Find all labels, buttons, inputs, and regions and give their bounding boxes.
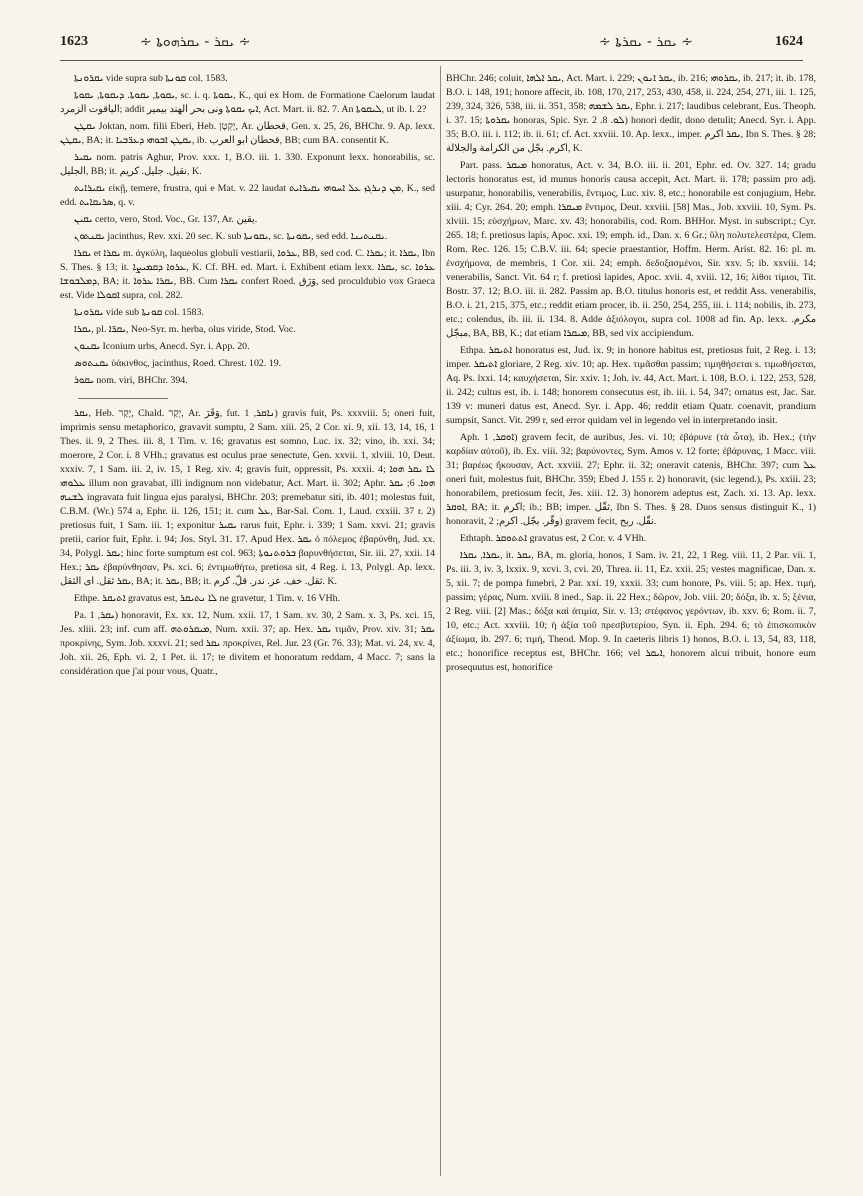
running-head-left: ∻ ܝܩܪ - ܝܩܪܗܘܬܐ ∻: [140, 34, 251, 50]
entry: Ethpe. ܐܬܝܩܪ gravatus est, ܠܐ ܢܬܝܩܪ ne gravetur, 1 Tim. v. 16 VHh.: [74, 593, 341, 604]
entry: ܝܩܝܪܐܝܬ εἰκῇ, temere, frustra, qui e Mat. v. 22 laudat ܡܢ ܕܢܪܓܙ ܥܠ ܐܚܘܗܝ ܝܩܝܪܐܝܬ, K., sed edd. ܣܪܝܩܐܝܬ, q. v.: [60, 183, 435, 208]
entry: ܝܩܝܢ certo, vero, Stod. Voc., Gr. 137, Ar. يقين.: [74, 214, 258, 225]
page-number-right: 1624: [775, 34, 803, 49]
entry: ܝܩܪܐ, pl. ܝܩܪ̈ܐ, Neo-Syr. m. herba, olus viride, Stod. Voc.: [74, 324, 296, 335]
right-column: [446, 72, 816, 1172]
entry: ܝܩܛܢ Joktan, nom. filii Eberi, Heb. יָקְטָן, Ar. قحطان, Gen. x. 25, 26, BHChr. 9. Ap. lexx. ܝܩܛܢ, BA; it. ܝܩܛܢ ܐܒܘܗܝ ܕܥܪ̈ܒܝܐ, ib. قحطان ابو العرب, BB; cum BA. consentit K.: [60, 121, 435, 146]
column-divider: [440, 66, 441, 1176]
header-rule: [60, 60, 803, 61]
entry: ܝܩܪܘܢܬܐ vide supra sub ܩܘܢܬܐ col. 1583.: [74, 73, 228, 84]
entry: ܝܩܢܘܢ Iconium urbs, Anecd. Syr. i. App. 20.: [74, 341, 250, 352]
entry: ܝܩܪܐ, ܝܩܪܐ, it. ܝܩܪ, BA, m. gloria, honos, 1 Sam. iv. 21, 22, 1 Reg. viii. 11, 2 Par. vii. 1, Ps. iii. 3, iv. 3, lxxix. 9, xcvi. 3, cvi. 20, Threa. ii. 11, Ez. xxii. 25; vestes magnificae, Dan. x. 5, xii. 7; de pompa funebri, 2 Par. xxi. 19, xxxii. 33; cum honore, Ps. viii. 5; ap. Hex. τιμή, passim; γέρας, Num. xviii. 8 ined., Sap. ii. 22 Hex.; δῶρον, Job. viii. 20; δόξα, ib. x. 5; ξένια, 2 Reg. viii. [2] Mas.; δόξα καὶ ἀτιμία, Sir. v. 13; στέφανος γερόντων, ib. xxv. 6; Rom. ii. 7, 10, etc.; Act. xxviii. 10; ἡ ἀξία τοῦ πρεσβυτερίου, Syn. ii. Eph. 294. 6; τὸ ἐπισκοπικὸν ἀξίωμα, ib. 297. 6; τιμή, Theod. Mop. 9. In caeteris libris 1) honos, B.O. i. 13, 54, 83, 118, etc.; honorifice receptus est, BHChr. 166; vel ܐܝܩܪ, honorem alcui tribuit, honore eum prosequutus est, honorifice: [446, 550, 816, 673]
section-separator: [78, 398, 168, 399]
page-number-left: 1623: [60, 34, 88, 49]
left-column: [60, 72, 435, 1172]
entry: ܝܩܝܪ nom. patris Aghur, Prov. xxx. 1, B.O. iii. 1. 330. Exponunt lexx. honorabilis, sc. الجليل, BB; it. نقيل. جليل. كريم, K.: [60, 152, 435, 177]
entry: Pa. ܝܩܪ, 1) honoravit, Ex. xx. 12, Num. xxii. 17, 1 Sam. xv. 30, 2 Sam. x. 3, Ps. xci. 15, Jes. xliii. 23; inf. cum aff. ܡܝܩܪܘܬܗ, Num. xxii. 37; ap. Hex. ܝܩܪ τιμᾶν, Prov. xiv. 31; ܝܩܪ προκρίνης, Sym. Job. xxxvi. 21; sed ܝܩܪ προκρίνει, Rel. Jur. 23 (Gr. 76. 33); Mat. vi. 24, xv. 4, Joh. xii. 26, Eph. vi. 2, 1 Pet. ii. 17; te divitem et honoratum reddam, 4 Macc. 7; sans la considération que j'ai pour vous, Quatr.,: [60, 610, 435, 677]
entry: Part. pass. ܡܝܩܪ honoratus, Act. v. 34, B.O. iii. ii. 201, Ephr. ed. Ov. 327. 14; gradu lectoris honoratus est, id munus honoris causa accepit, Act. Mart. ii. 178; passim pro adj. usurpatur, honorabilis, venerabilis, ἔντιμος, Luc. xiv. 8, etc.; honorabile est conjugium, Hebr. xiii. 4; Cyr. 264. 20; emph. ܡܝܩܪܐ ἔντιμος, Deut. xxviii. [58] Mas., Job. xxviii. 10, Sym. Ps. xlviii. 15; εὐσχήμων, Marc. xv. 43; honorabilis, cod. Rom. BHHor. Myst. in subscript.; Cyr. 265. 18; f. pretiosus lapis, Apoc. xxi. 19; emph. id., Dan. x. 6 Gr.; ὕλη πολυτελεστέρα, Clem. Rom. Rec. 126. 15; C.B.V. iii. 64; specie praestantior, Hoffm. Herm. Arist. 82. 16: pl. m. ἐνσχήμονα, de membris, 1 Cor. xii. 24; emph. δεδοξασμένοι, Sir. xxv. 5; ib. xxviii. 14; venerabilis, Sanct. Vit. 64 r; f. pretiosi lapides, Apoc. xvii. 4, xviii. 12, 16; λίθοι τίμιοι, Tit. Bostr. 37. 12; B.O. iii. ii. 282. Passim ap. B.O. titulus honoris est, et reddit Ass. venerabilis, B.O. i. 21, 215, 375, etc.; reddit etiam procer, ib. ii. 250, 254, 255, iii. i. 114; nobilis, ib. 273, etc.; colendus, ib. iii. ii. 134. 8. Adde ἀξιόλογοι, supra col. 1008 ad fin. Ap. lexx. مكرم. مبجّل, BA, BB, K.; dat etiam ܡܝܩܪܐ, BB, sed vix accipiendum.: [446, 160, 816, 339]
entry: ܝܩܪܘܢܬܐ vide sub ܩܘܢܬܐ col. 1583.: [74, 307, 204, 318]
entry: Ethtaph. ܐܬܬܘܩܪ gravatus est, 2 Cor. v. 4 VHh.: [460, 533, 647, 544]
entry: ܝܩܘܬܐ, ܝܩܘܬܐ. ܕܝܩܘܬܐ, ܝܩܘܬܐ, sc. i. q. ܝܩܘܬܐ, K., qui ex Hom. de Formatione Caelorum laudat الياقوت الزمرد; addit ܐܝܟ ܝܩܘܬܐ ونى بحر الهند بيمير, Act. Mart. ii. 82. 7. An ܠܝܩܘܬܐ, ut ib. l. 2?: [60, 90, 435, 115]
entry: Ethpa. ܐܬܝܩܪ honoratus est, Jud. ix. 9; in honore habitus est, pretiosus fuit, 2 Reg. i. 13; imper. ܐܬܝܩܪ gloriare, 2 Reg. xiv. 10; ap. Hex. τιμᾶσθαι passim; τιμηθήσεται s. τιμωθήσεται, Aq. Ps. lxxi. 14; καυχήσεται, Sir. xxiv. 1; Joh. iv. 44, Act. Mart. i. 108, B.O. i. 122, 253, 528, ii. 242; cultus est, ib. i. 148; honorem consecutus est, ib. iii. i. 54, 347; ornatus est, Jac. Sar. 139 v: muneri datus est, Anecd. Syr. i. App. 46; reddit etiam Quatr. coenavit, prandium sumpsit, Sanct. Vit. 299 r, sed error quidam vel in legendo vel in interpretando insit.: [446, 345, 816, 426]
page-header: [60, 34, 803, 56]
entry: BHChr. 246; coluit, ܝܩܪ ܐܠܗܐ, Act. Mart. i. 229; ܝܩܪ ܐܢܘܢ, ib. 216; ܝܩܪܘܗܝ, ib. 217; it. ib. 178, B.O. i. 148, 191; honore affecit, ib. 108, 170, 217, 253, 430, 458, ii. 224, 254, 271, iii. 1. 125, 239, 324, 326, 538, iii. ii. 351, 358; ܝܩܪ ܠܫܡܗ, Ephr. i. 217; laudibus celebrant, Eus. Theoph. i. 37. 15; ܝܩܪܘܬܐ honoras, Spic. Syr. ܠܘ. 8. 2) honori dedit, dono detulit; Anecd. Syr. i. App. 35; B.O. iii. i. 112; ib. ii. 61; cf. Act. xxviii. 10. Ap. lexx., imper. ܝܩܪ اكرم, Ibn S. Thes. § 28; اكرم. بجّل من الكرامة والجلالة, K.: [446, 73, 816, 154]
entry: ܝܩܢܬܘܣ ὑάκινθος, jacinthus, Roed. Chrest. 102. 19.: [74, 358, 282, 369]
entry: ܝܩܢܬܘܢ jacinthus, Rev. xxi. 20 sec. K. sub ܝܩܘܢܬܐ, sc. ܝܩܘܢܬܐ, sed edd. ܝܩܢܬܝܢܐ.: [74, 231, 388, 242]
running-head-right: ∻ ܝܩܪ - ܝܩܪܬܐ ∻: [599, 34, 693, 50]
entry: ܝܩܘܪ nom. viri, BHChr. 394.: [74, 375, 188, 386]
entry: Aph. ܐܘܩܪ, 1) gravem fecit, de auribus, Jes. vi. 10; ἐβάρυνε (τὰ ὦτα), ib. Hex.; (τὴν καρδίαν αὐτοῦ), ib. Ex. viii. 32; βαρύνοντες, Sym. Amos v. 12 forte; ἐβάρυνας, 1 Macc. viii. 31; βαρέως ἤκουσαν, Act. xxviii. 27; Ephr. ii. 32; oneravit catenis, BHChr. 397; cum ܥܠ oneri fuit, molestus fuit, BHChr. 359; Ebed J. 155 r. 2) honoravit, (sic legend.), Ps. xxiii. 23; honorabilem, pretiosum fecit, Jes. xiii. 12. 3) honorem adeptus est, Zach. xi. 13. Ap. lexx. ܐܘܩܪ, BA; it. اكرم; ib.; BB; imper. ثقّل, Ibn S. Thes. § 28. Duos sensus distinguit K., 1) honoravit, وقّر. بجّل. اكرم; 2) gravem fecit, نقّل. ربح.: [446, 432, 816, 527]
entry: ܝܩܪܐ et ܝܩܪܐ m. ἀγκύλη, laqueolus globuli vestiarii, ܥܪܘܐ, BB, sed cod. C. ܝܩܪܐ; it. ܝܩܪܐ, Ibn S. Thes. § 13; it. ܥܪܘܐ ܕܩܡܝܨܐ, K. Cf. BH. ed. Mart. i. Exhibent etiam lexx. ܝܩܪܐ, sc. ܥܪܘܐ ܕܡܠܒܘܫܐ, BA; it. ܝܩܪܐ ܥܪܘܐ, BB. Cum ܝܩܪܐ confert Roed. وَرَق, sed proculdubio vox Graeca est. Vide ܐܩܘܠܐ supra, col. 282.: [60, 248, 435, 301]
entry: ܝܩܪ, Heb. יָקַר, Chald. יְקַר, Ar. وَقَرَ, fut. ܢܐܩܪ, 1) gravis fuit, Ps. xxxviii. 5; oneri fuit, imprimis sensu metaphorico, gravavit sumptu, 2 Sam. xiii. 25, 2 Cor. xi. 9, xii. 13, 14, 16, 1 Thes. ii. 9, 2 Thes. iii. 8, 1 Tim. v. 16; gravatus est somno, Luc. ix. 32; vino, ib. xxi. 34; moerore, 2 Cor. i. 8 VHh.; gravatus est oculus prae senectute, Gen. xxvii. 1, xlviii. 10, Deut. xxxiv. 7, 1 Sam. iii. 2, iv. 15, 1 Reg. xiv. 4; gravis fuit, oppressit, Ps. xxxii. 4; ܠܐ ܝܩܪ ܗܘܐ ܥܠܘܗܝ illum non gravabat, illi indignum non videbatur, Act. Mart. ii. 302; Aphr. ܗܘܐ. 6; ܝܩܪ ܠܫܢܗ ingravata fuit lingua ejus paralysi, BHChr. 203; premebatur siti, ib. 401; molestus fuit, C.B.M. (Wr.) 574 a, Ephr. ii. 126, 151; it. cum ܥܠ, Bar-Sal. Com. 1, Laud. cxxiii. 37 r. 2) pretiosus fuit, 1 Sam. iii. 1; exponitur ܝܩܝܪ rarus fuit, Ephr. i. 339; 1 Sam. xxvi. 21; gravis pretii, carior fuit, Ephr. i. 94; Jos. Styl. 31. 17. Apud Hex. ܝܩܪ ὁ πόλεμος ἐβαρύνθη, Jud. xx. 34, Polygl. ܝܩܪ; hinc forte sumptum est col. 963; ܒܪܘܬܢܘܬܐ βαρυνθήσεται, Sir. iii. 27, xxii. 14 Hex.; ܝܩܪ ἐβαρύνθησαν, Ps. xci. 6; ἐντιμωθήτω, pretiosa sit, 4 Reg. i. 13, Polygl. Ap. lexx. ܝܩܪ ثقل. اى الثقل, BA; it. ܝܩܪ, BB; it. ثقل. خف. عز. ندر. قلّ. كرم. K.: [60, 408, 435, 587]
